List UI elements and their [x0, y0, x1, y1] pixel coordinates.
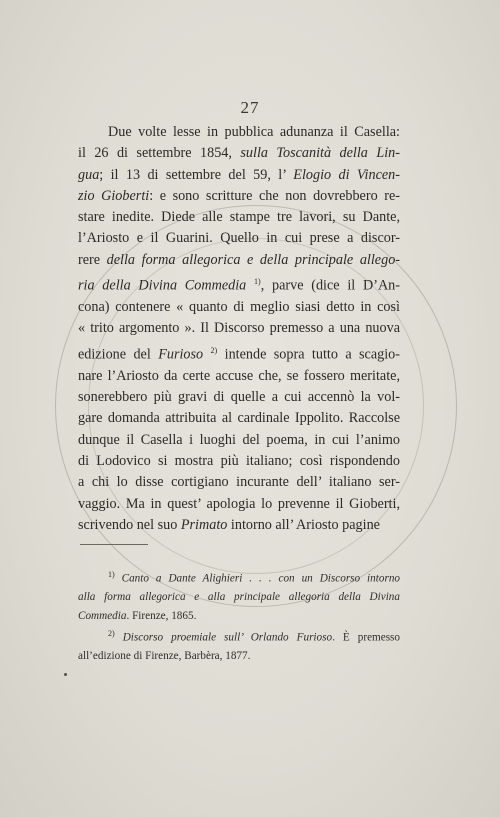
text-run: intorno all’ Ariosto pagine [227, 516, 380, 533]
page-number: 27 [240, 98, 260, 117]
text-run: vaggio. Ma in quest’ apologia lo prevenne il Gioberti, [78, 495, 400, 512]
text-run: il 26 di settembre 1854, [78, 145, 241, 162]
text-run: sonerebbero più gravi di quelle a cui accennò la vol- [78, 389, 400, 406]
italic-text: Furioso [158, 346, 204, 363]
text-run: cona) contenere « quanto di meglio siasi detto in così [78, 299, 400, 316]
text-line [78, 366, 400, 387]
text-run: rere [78, 251, 107, 268]
text-run: , parve (dice il D’An- [260, 277, 401, 294]
text-run: « trito argomento ». Il Discorso premesso a una nuova [78, 320, 400, 337]
text-line [78, 297, 400, 318]
text-line [78, 228, 400, 249]
text-line [78, 430, 400, 451]
text-line [78, 340, 400, 366]
text-run: all’edizione di Firenze, Barbèra, 1877. [78, 650, 251, 663]
main-text-paragraph [78, 122, 400, 536]
italic-text: della forma allegorica e della principale allego- [106, 251, 401, 268]
text-run [115, 573, 122, 585]
text-run [246, 278, 254, 294]
footnote-marker: 2) [108, 629, 115, 639]
footnote-line [78, 566, 400, 588]
text-run: di Lodovico si mostra più italiano; così rispondendo [78, 452, 400, 469]
text-line [78, 472, 400, 493]
text-line [78, 186, 400, 207]
text-run [115, 632, 123, 644]
text-line [78, 165, 400, 186]
text-line [78, 122, 400, 143]
italic-text: zio Gioberti [78, 187, 150, 204]
text-run: scrivendo nel suo [78, 516, 181, 533]
italic-text: alla forma allegorica e alla principale allegoria della Divina [78, 591, 400, 604]
italic-text: sulla Toscanità della Lin- [240, 145, 400, 162]
text-line [78, 250, 400, 271]
footnote-marker: 1) [108, 570, 115, 579]
footnote-separator-rule [80, 544, 148, 545]
text-run: gare domanda attribuita al cardinale Ippolito. Raccolse [78, 410, 400, 427]
text-line [78, 515, 400, 536]
text-run: stare inedite. Diede alle stampe tre lavori, su Dante, [78, 209, 400, 226]
ink-speck [64, 673, 67, 676]
text-run: dunque il Casella i luoghi del poema, in cui l’animo [78, 431, 400, 448]
footnotes [78, 566, 400, 666]
text-run: l’Ariosto e il Guarini. Quello in cui prese a discor- [78, 230, 400, 247]
text-run: edizione del [78, 346, 159, 363]
text-run: a chi lo disse cortigiano incurante dell’ italiano ser- [78, 474, 400, 491]
footnote-marker: 1) [254, 277, 261, 287]
text-line [78, 271, 400, 297]
italic-text: Discorso proemiale sull’ Orlando Furioso [122, 631, 333, 644]
text-line [78, 143, 400, 164]
footnote-line [78, 607, 400, 626]
text-run: . È premesso [332, 631, 401, 644]
text-line [78, 451, 400, 472]
italic-text: Primato [180, 516, 228, 533]
text-run: : e sono scritture che non dovrebbero re- [149, 187, 400, 204]
text-line [78, 387, 400, 408]
text-run [203, 346, 210, 362]
footnote-line [78, 647, 400, 666]
italic-text: Elogio di Vincen- [293, 166, 400, 183]
footnote-marker: 2) [210, 345, 218, 355]
text-line [78, 318, 400, 339]
text-run: Due volte lesse in pubblica adunanza il Casella: [108, 124, 400, 140]
italic-text: Canto a Dante Alighieri . . . con un Discorso intorno [121, 572, 401, 585]
text-run: ; il 13 di settembre del 59, l’ [99, 166, 294, 183]
italic-text: gua [78, 166, 100, 183]
text-run: intende sopra tutto a scagio- [217, 346, 400, 363]
text-run: nare l’Ariosto da certe accuse che, se fossero meritate, [78, 367, 400, 384]
text-line [78, 494, 400, 515]
text-line [78, 408, 400, 429]
footnote-line [78, 625, 400, 647]
footnote-line [78, 588, 400, 607]
text-run: . Firenze, 1865. [126, 609, 197, 622]
italic-text: ria della Divina Commedia [78, 277, 247, 294]
italic-text: Commedia [78, 609, 127, 622]
text-line [78, 207, 400, 228]
